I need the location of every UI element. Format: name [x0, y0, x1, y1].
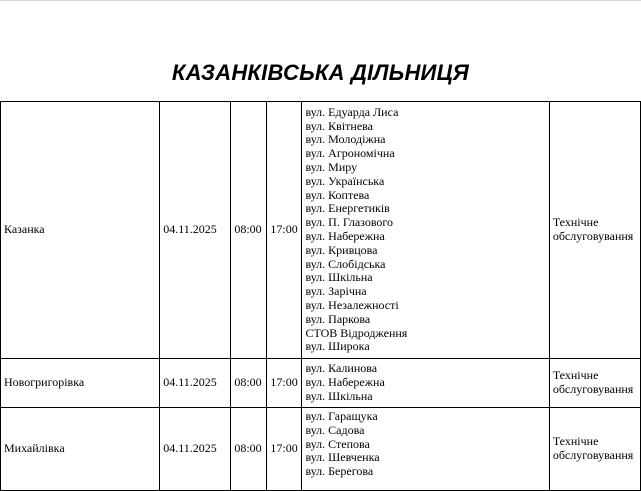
streets-cell	[302, 359, 549, 408]
street-item: вул. Калинова	[305, 361, 378, 376]
street-item: вул. Шкільна	[305, 388, 373, 403]
street-item: вул. Українська	[305, 173, 385, 188]
street-item: вул. Енергетиків	[305, 201, 390, 216]
street-item: вул. Набережна	[305, 229, 385, 243]
work-type-cell: Технічне обслуговування	[549, 359, 640, 408]
table-row	[1, 408, 641, 491]
settlement-cell: Новогригорівка	[1, 359, 160, 408]
work-type-cell: Технічне обслуговування	[549, 102, 640, 359]
date-cell: 04.11.2025	[160, 408, 231, 491]
end-time-cell: 17:00	[267, 102, 302, 359]
street-item: вул. Кривцова	[305, 242, 378, 257]
streets-cell	[302, 102, 549, 359]
street-item: вул. Зарічна	[305, 284, 367, 299]
street-item: вул. П. Глазового	[305, 215, 394, 230]
street-item: вул. Набережна	[305, 375, 385, 390]
end-time-cell: 17:00	[267, 408, 302, 491]
street-item: вул. Паркова	[305, 311, 371, 326]
street-item: вул. Незалежності	[305, 297, 399, 312]
work-type-cell: Технічне обслуговування	[549, 408, 640, 491]
start-time-cell: 08:00	[231, 408, 267, 491]
end-time-cell: 17:00	[267, 359, 302, 408]
date-cell: 04.11.2025	[160, 359, 231, 408]
settlement-cell: Михайлівка	[1, 408, 160, 491]
street-item: вул. Садова	[305, 422, 365, 437]
street-item: вул. Слобідська	[305, 256, 386, 271]
table-row	[1, 359, 641, 408]
street-item: вул. Гаращука	[305, 409, 378, 423]
top-divider	[0, 0, 641, 1]
street-item: вул. Едуарда Лиса	[305, 104, 399, 119]
table-row	[1, 102, 641, 359]
street-item: вул. Степова	[305, 436, 370, 451]
street-item: вул. Агрономічна	[305, 146, 395, 161]
street-item: вул. Молодіжна	[305, 132, 386, 147]
settlement-cell: Казанка	[1, 102, 160, 359]
street-item: вул. Берегова	[305, 464, 374, 479]
street-item: вул. Шкільна	[305, 270, 373, 285]
page-title: КАЗАНКІВСЬКА ДІЛЬНИЦЯ	[171, 60, 470, 85]
date-cell: 04.11.2025	[160, 102, 231, 359]
outage-schedule-table	[0, 101, 641, 491]
street-item: вул. Шевченка	[305, 450, 380, 465]
streets-cell	[302, 408, 549, 491]
start-time-cell: 08:00	[231, 359, 267, 408]
street-item: вул. Коптева	[305, 187, 370, 202]
street-item: СТОВ Відродження	[305, 325, 408, 340]
street-item: вул. Широка	[305, 339, 370, 354]
street-item: вул. Миру	[305, 160, 358, 175]
start-time-cell: 08:00	[231, 102, 267, 359]
street-item: вул. Квітнева	[305, 118, 373, 133]
